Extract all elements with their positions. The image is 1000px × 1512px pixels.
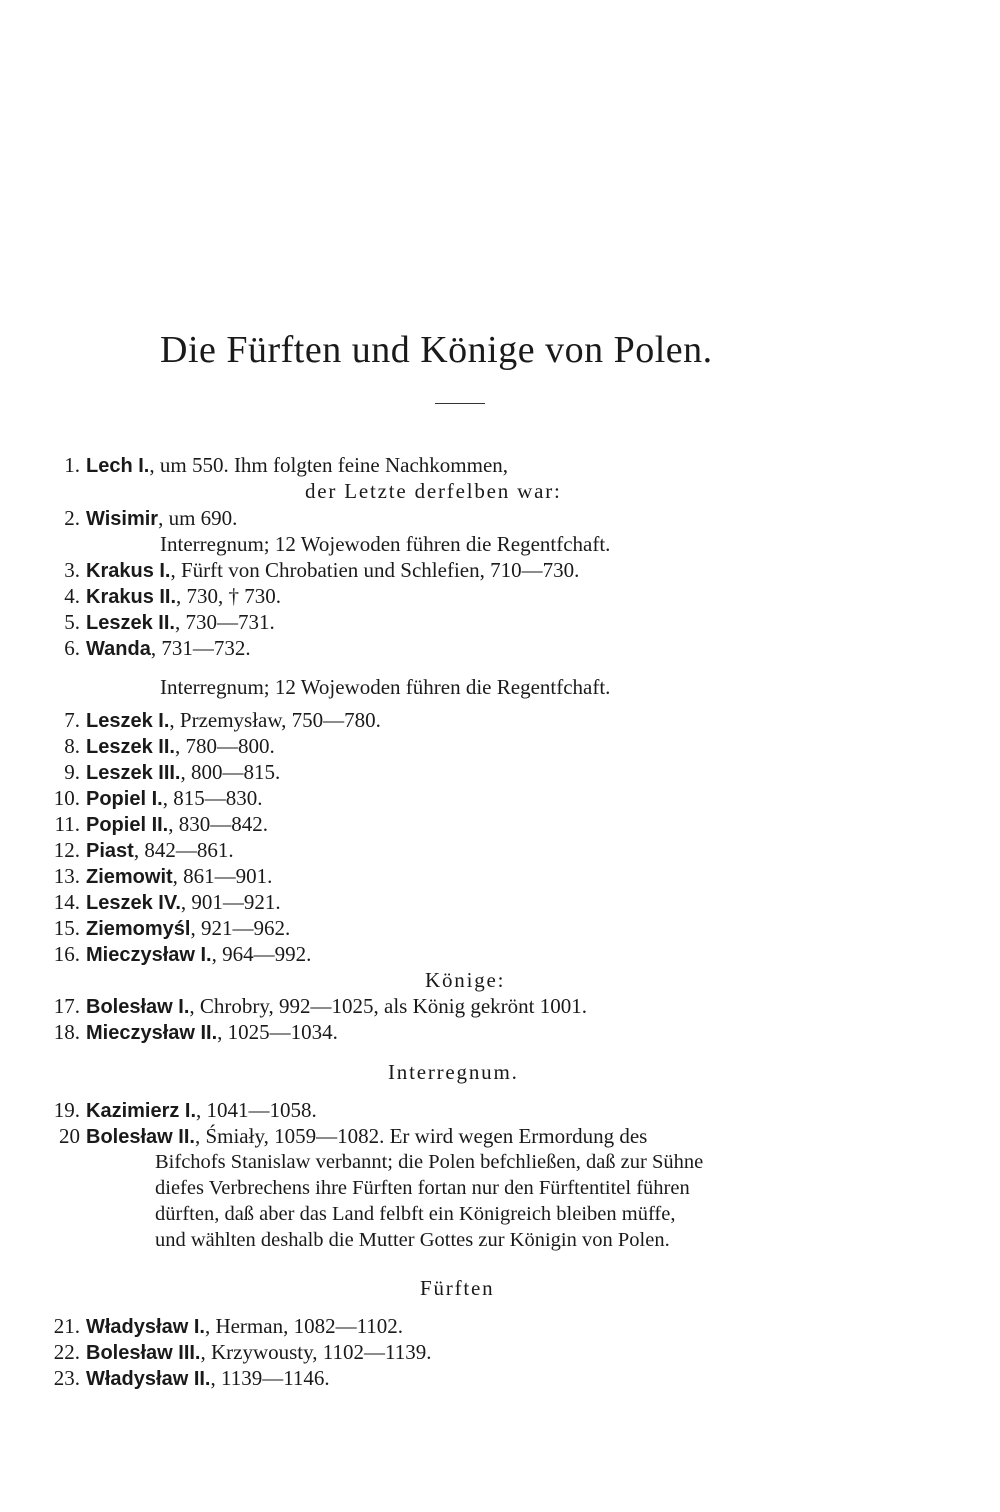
ruler-name: Leszek II. [86, 612, 175, 634]
list-item [40, 863, 272, 890]
entry-detail: , um 690. [158, 506, 238, 530]
entry-detail: , 800—815. [180, 760, 281, 784]
list-item [40, 785, 262, 812]
ruler-name: Leszek I. [86, 710, 170, 732]
entry-number: 7. [64, 708, 80, 732]
ruler-name: Krakus I. [86, 560, 171, 582]
ruler-name: Mieczysław II. [86, 1022, 218, 1044]
entry-detail: , Przemysław, 750—780. [169, 708, 381, 732]
ruler-name: Władysław I. [86, 1316, 205, 1338]
entry-number: 9. [64, 760, 80, 784]
list-item [40, 1019, 338, 1046]
entry-number: 19. [53, 1098, 80, 1122]
ruler-name: Piast [86, 840, 134, 862]
entry-number: 13. [53, 864, 80, 888]
entry-detail: , 730, † 730. [176, 584, 282, 608]
ruler-name: Leszek II. [86, 736, 175, 758]
list-item [40, 557, 579, 584]
entry-number: 6. [64, 636, 80, 660]
ruler-name: Ziemomyśl [86, 918, 191, 940]
ruler-name: Mieczysław I. [86, 944, 212, 966]
entry-detail: , 901—921. [180, 890, 281, 914]
entry-number: 5. [64, 610, 80, 634]
entry-detail: , 780—800. [174, 734, 275, 758]
ruler-name: Bolesław II. [86, 1126, 195, 1148]
entry-number: 15. [53, 916, 80, 940]
list-item [40, 733, 275, 760]
list-item [40, 635, 251, 662]
entry-number: 23. [53, 1366, 80, 1390]
ruler-name: Wisimir [86, 508, 159, 530]
list-item [40, 1097, 317, 1124]
ruler-name: Kazimierz I. [86, 1100, 197, 1122]
ruler-name: Lech I. [86, 455, 150, 477]
list-item [40, 993, 587, 1020]
list-item [40, 505, 237, 532]
entry-text-line: Bifchofs Stanislaw verbannt; die Polen befchließen, daß zur Sühne [155, 1151, 704, 1173]
list-item [40, 811, 268, 838]
section-heading-fuersten: Fürften [420, 1276, 495, 1300]
list-item [40, 889, 281, 916]
entry-text-line: dürften, daß aber das Land felbft ein Königreich bleiben müffe, [155, 1203, 676, 1225]
list-item [40, 583, 281, 610]
entry-detail: , Fürft von Chrobatien und Schlefien, 710—730. [170, 558, 580, 582]
entry-number: 20 [59, 1124, 80, 1148]
list-item [40, 707, 381, 734]
entry-detail: , 830—842. [168, 812, 268, 836]
entry-number: 16. [53, 942, 80, 966]
entry-number: 22. [53, 1340, 80, 1364]
ruler-name: Wanda [86, 638, 151, 660]
entry-detail: , Śmiały, 1059—1082. Er wird wegen Ermordung des [194, 1124, 648, 1148]
entry-detail: , um 550. Ihm folgten feine Nachkommen, [149, 453, 509, 477]
entry-number: 17. [53, 994, 80, 1018]
entry-number: 4. [64, 584, 80, 608]
ruler-name: Leszek III. [86, 762, 181, 784]
continuation-line: der Letzte derfelben war: [305, 479, 562, 503]
list-item [40, 1313, 403, 1340]
list-item [40, 452, 508, 479]
ruler-name: Krakus II. [86, 586, 177, 608]
title-divider [435, 403, 485, 404]
entry-detail: , 842—861. [133, 838, 234, 862]
list-item [40, 915, 290, 942]
ruler-name: Bolesław III. [86, 1342, 201, 1364]
entry-detail: , 964—992. [211, 942, 312, 966]
entry-number: 2. [64, 506, 80, 530]
entry-detail: , 731—732. [150, 636, 251, 660]
entry-detail: , 1025—1034. [217, 1020, 338, 1044]
entry-number: 8. [64, 734, 80, 758]
entry-number: 18. [53, 1020, 80, 1044]
interregnum-note: Interregnum; 12 Wojewoden führen die Regentfchaft. [160, 532, 611, 556]
ruler-name: Popiel I. [86, 788, 163, 810]
ruler-name: Leszek IV. [86, 892, 181, 914]
list-item [40, 941, 311, 968]
entry-detail: , 1139—1146. [210, 1366, 330, 1390]
entry-text-line: und wählten deshalb die Mutter Gottes zur Königin von Polen. [155, 1229, 670, 1251]
section-heading-koenige: Könige: [425, 968, 506, 992]
ruler-name: Popiel II. [86, 814, 169, 836]
entry-detail: , Herman, 1082—1102. [204, 1314, 404, 1338]
list-item [40, 1123, 647, 1150]
entry-detail: , 730—731. [174, 610, 275, 634]
entry-detail: , 861—901. [172, 864, 273, 888]
ruler-name: Władysław II. [86, 1368, 211, 1390]
ruler-name: Ziemowit [86, 866, 173, 888]
list-item [40, 759, 280, 786]
entry-number: 1. [64, 453, 80, 477]
entry-number: 21. [53, 1314, 80, 1338]
entry-number: 11. [54, 812, 80, 836]
page-title: Die Fürften und Könige von Polen. [160, 329, 713, 371]
entry-number: 10. [53, 786, 80, 810]
entry-detail: , Chrobry, 992—1025, als König gekrönt 1001. [189, 994, 587, 1018]
list-item [40, 1339, 431, 1366]
entry-number: 14. [53, 890, 80, 914]
ruler-name: Bolesław I. [86, 996, 190, 1018]
section-heading-interregnum: Interregnum. [388, 1060, 519, 1084]
entry-number: 3. [64, 558, 80, 582]
interregnum-note: Interregnum; 12 Wojewoden führen die Regentfchaft. [160, 675, 611, 699]
entry-detail: , 1041—1058. [196, 1098, 317, 1122]
entry-number: 12. [53, 838, 80, 862]
entry-detail: , 815—830. [162, 786, 263, 810]
entry-text-line: diefes Verbrechens ihre Fürften fortan nur den Fürftentitel führen [155, 1177, 690, 1199]
list-item [40, 837, 234, 864]
list-item [40, 1365, 330, 1392]
entry-detail: , Krzywousty, 1102—1139. [200, 1340, 432, 1364]
list-item [40, 609, 275, 636]
entry-detail: , 921—962. [190, 916, 291, 940]
